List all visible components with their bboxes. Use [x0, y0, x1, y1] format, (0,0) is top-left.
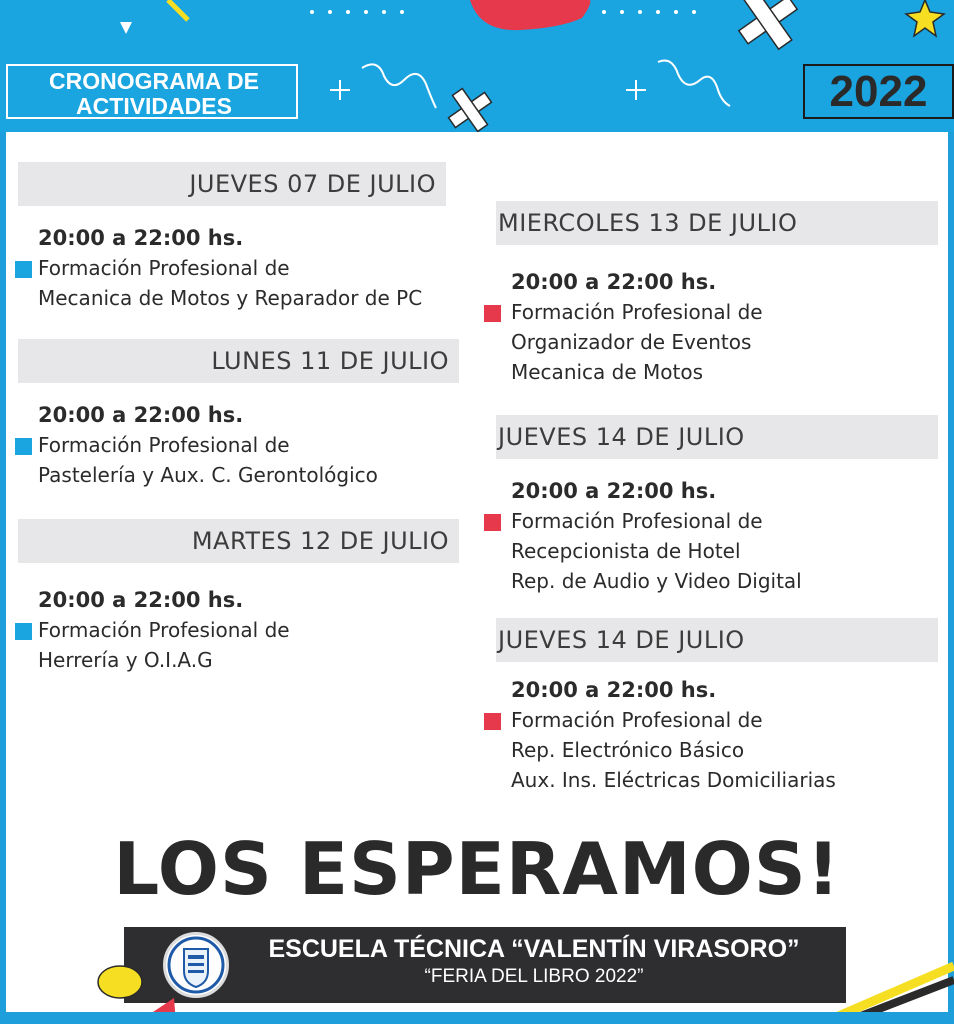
day-label: MIERCOLES 13 DE JULIO — [498, 209, 798, 237]
bullet-square-icon — [484, 713, 501, 730]
activity-line: Formación Profesional de — [38, 618, 290, 642]
bullet-square-icon — [15, 438, 32, 455]
activity-line: Formación Profesional de — [38, 433, 290, 457]
closing-message: LOS ESPERAMOS! — [113, 827, 841, 911]
page-title — [8, 69, 300, 119]
activity-line: Formación Profesional de — [38, 256, 290, 280]
time-label: 20:00 a 22:00 hs. — [511, 678, 717, 702]
day-header — [496, 618, 938, 662]
activity-line: Formación Profesional de — [511, 300, 763, 324]
day-label: LUNES 11 DE JULIO — [211, 347, 449, 375]
day-header — [18, 162, 446, 206]
day-header — [18, 519, 459, 563]
time-label: 20:00 a 22:00 hs. — [511, 479, 717, 503]
activity-line: Recepcionista de Hotel — [511, 539, 741, 563]
activity-line: Formación Profesional de — [511, 509, 763, 533]
time-label: 20:00 a 22:00 hs. — [38, 226, 244, 250]
activity-line: Mecanica de Motos — [511, 360, 704, 384]
year-label: 2022 — [829, 67, 928, 116]
day-label: JUEVES 07 DE JULIO — [189, 170, 436, 198]
year-box — [803, 64, 954, 119]
day-header — [18, 339, 459, 383]
time-label: 20:00 a 22:00 hs. — [38, 403, 244, 427]
bullet-square-icon — [15, 261, 32, 278]
activity-line: Herrería y O.I.A.G — [38, 648, 213, 672]
footer-banner — [124, 927, 846, 1003]
activity-line: Rep. de Audio y Video Digital — [511, 569, 802, 593]
title-box — [6, 64, 298, 119]
time-label: 20:00 a 22:00 hs. — [38, 588, 244, 612]
title-line-1: CRONOGRAMA DE — [49, 68, 259, 94]
bullet-square-icon — [15, 623, 32, 640]
bullet-square-icon — [484, 305, 501, 322]
bottom-frame — [0, 1012, 954, 1024]
activity-line: Organizador de Eventos — [511, 330, 752, 354]
title-line-2: ACTIVIDADES — [76, 93, 232, 119]
header-banner — [0, 0, 954, 132]
school-name: ESCUELA TÉCNICA “VALENTÍN VIRASORO” — [268, 935, 800, 963]
activity-line: Pastelería y Aux. C. Gerontológico — [38, 463, 378, 487]
bullet-square-icon — [484, 514, 501, 531]
day-header — [496, 201, 938, 245]
day-label: JUEVES 14 DE JULIO — [498, 626, 745, 654]
activity-line: Aux. Ins. Eléctricas Domiciliarias — [511, 768, 836, 792]
day-header — [496, 415, 938, 459]
event-name: “FERIA DEL LIBRO 2022” — [424, 966, 644, 987]
activity-line: Rep. Electrónico Básico — [511, 738, 745, 762]
day-label: JUEVES 14 DE JULIO — [498, 423, 745, 451]
time-label: 20:00 a 22:00 hs. — [511, 270, 717, 294]
day-label: MARTES 12 DE JULIO — [191, 527, 449, 555]
activity-line: Formación Profesional de — [511, 708, 763, 732]
activity-line: Mecanica de Motos y Reparador de PC — [38, 286, 423, 310]
